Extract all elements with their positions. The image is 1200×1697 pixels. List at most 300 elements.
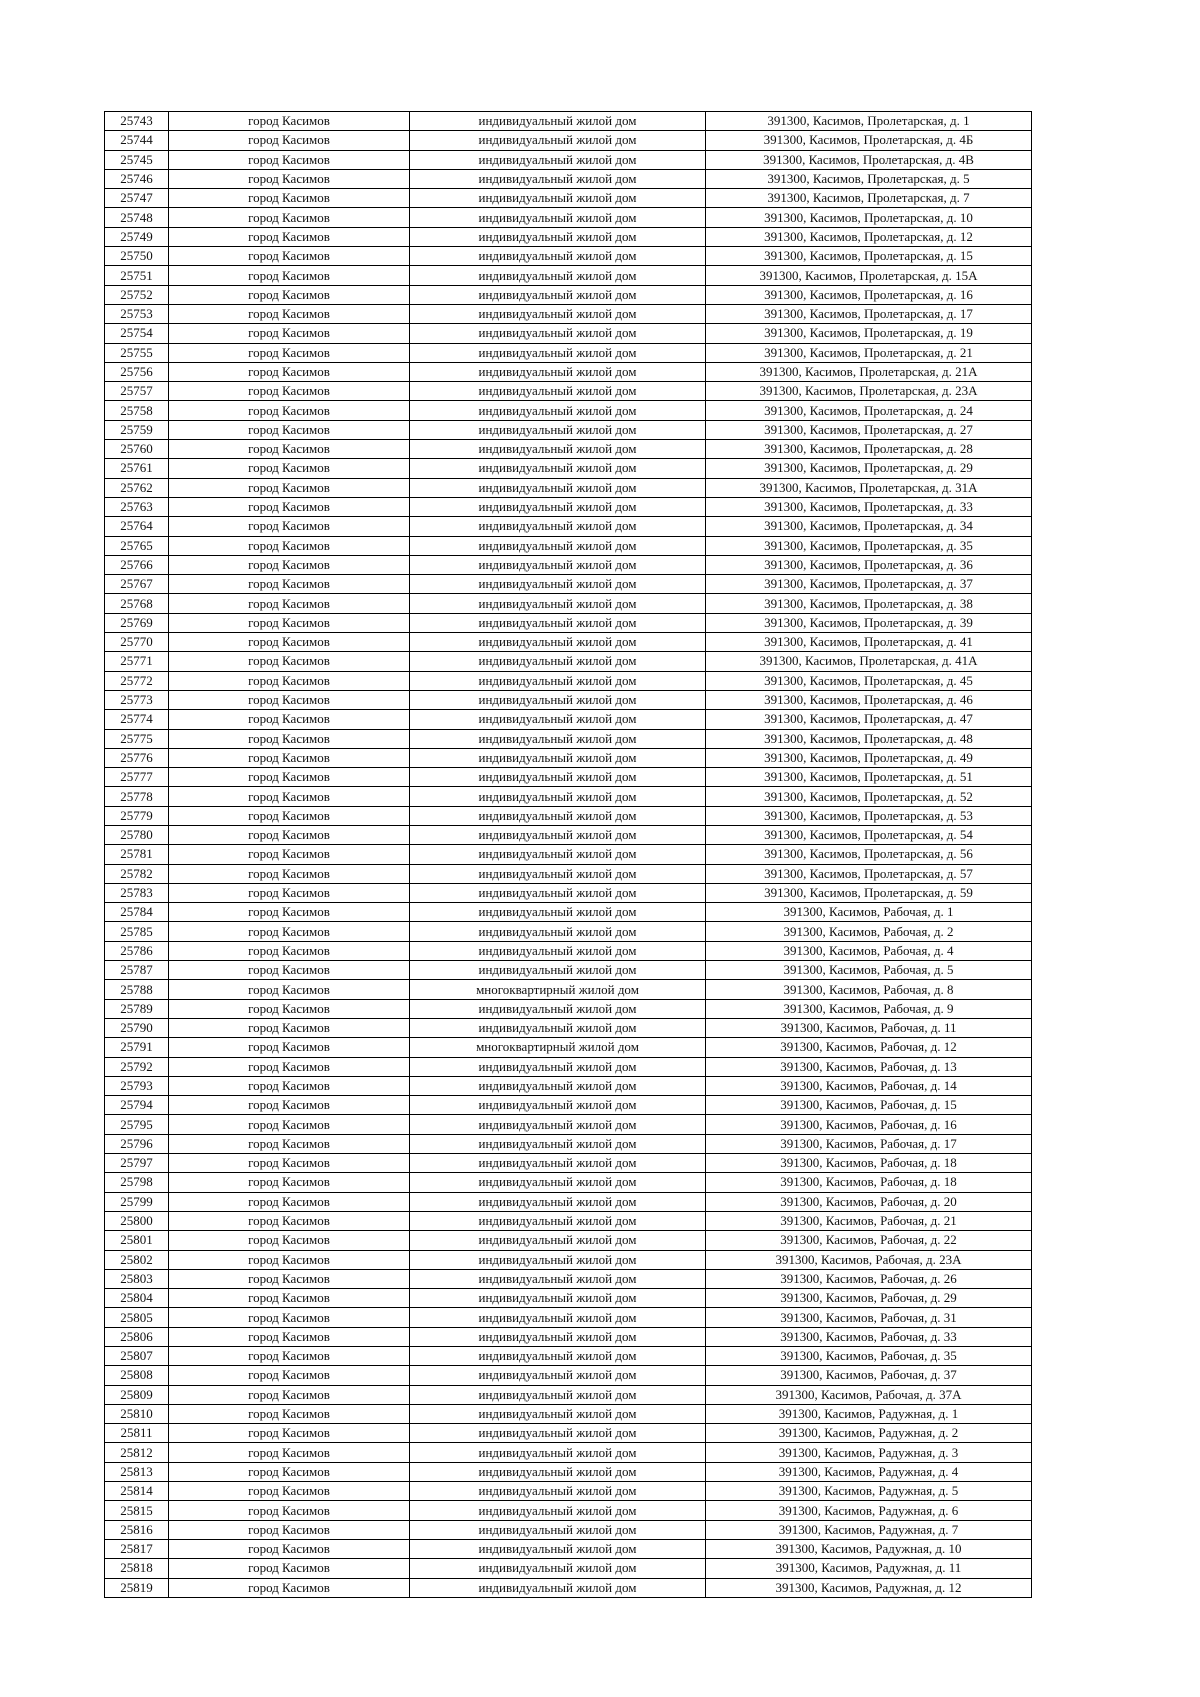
table-row [105, 247, 1032, 266]
row-building-type-cell: индивидуальный жилой дом [410, 999, 706, 1018]
row-building-type-cell: индивидуальный жилой дом [410, 1404, 706, 1423]
row-id-cell: 25778 [105, 787, 169, 806]
row-id-cell: 25751 [105, 266, 169, 285]
row-address-cell: 391300, Касимов, Пролетарская, д. 21А [706, 362, 1032, 381]
row-id-cell: 25818 [105, 1559, 169, 1578]
row-building-type-cell: индивидуальный жилой дом [410, 961, 706, 980]
row-locality-cell: город Касимов [169, 1462, 410, 1481]
row-address-cell: 391300, Касимов, Рабочая, д. 18 [706, 1173, 1032, 1192]
row-address-cell: 391300, Касимов, Пролетарская, д. 10 [706, 208, 1032, 227]
row-building-type-cell: индивидуальный жилой дом [410, 748, 706, 767]
table-row [105, 478, 1032, 497]
table-row [105, 1250, 1032, 1269]
table-row [105, 1289, 1032, 1308]
row-locality-cell: город Касимов [169, 1327, 410, 1346]
row-address-cell: 391300, Касимов, Пролетарская, д. 38 [706, 594, 1032, 613]
row-address-cell: 391300, Касимов, Радужная, д. 2 [706, 1424, 1032, 1443]
row-building-type-cell: индивидуальный жилой дом [410, 941, 706, 960]
table-row [105, 864, 1032, 883]
table-row [105, 1462, 1032, 1481]
row-locality-cell: город Касимов [169, 768, 410, 787]
row-id-cell: 25760 [105, 440, 169, 459]
table-row [105, 633, 1032, 652]
row-locality-cell: город Касимов [169, 382, 410, 401]
row-locality-cell: город Касимов [169, 652, 410, 671]
row-locality-cell: город Касимов [169, 208, 410, 227]
table-row [105, 343, 1032, 362]
row-locality-cell: город Касимов [169, 806, 410, 825]
row-building-type-cell: индивидуальный жилой дом [410, 1134, 706, 1153]
row-locality-cell: город Касимов [169, 690, 410, 709]
row-building-type-cell: индивидуальный жилой дом [410, 1269, 706, 1288]
table-row [105, 459, 1032, 478]
table-row [105, 150, 1032, 169]
row-locality-cell: город Касимов [169, 304, 410, 323]
table-row [105, 1038, 1032, 1057]
row-id-cell: 25755 [105, 343, 169, 362]
row-locality-cell: город Касимов [169, 1076, 410, 1095]
row-locality-cell: город Касимов [169, 1057, 410, 1076]
row-id-cell: 25762 [105, 478, 169, 497]
row-building-type-cell: индивидуальный жилой дом [410, 806, 706, 825]
row-building-type-cell: индивидуальный жилой дом [410, 324, 706, 343]
row-address-cell: 391300, Касимов, Рабочая, д. 8 [706, 980, 1032, 999]
row-locality-cell: город Касимов [169, 1366, 410, 1385]
row-building-type-cell: индивидуальный жилой дом [410, 575, 706, 594]
row-id-cell: 25768 [105, 594, 169, 613]
row-building-type-cell: индивидуальный жилой дом [410, 594, 706, 613]
table-row [105, 1578, 1032, 1597]
table-row [105, 1366, 1032, 1385]
row-locality-cell: город Касимов [169, 285, 410, 304]
row-id-cell: 25750 [105, 247, 169, 266]
row-id-cell: 25775 [105, 729, 169, 748]
row-building-type-cell: индивидуальный жилой дом [410, 227, 706, 246]
table-row [105, 362, 1032, 381]
row-id-cell: 25816 [105, 1520, 169, 1539]
row-building-type-cell: индивидуальный жилой дом [410, 1462, 706, 1481]
row-id-cell: 25780 [105, 825, 169, 844]
row-address-cell: 391300, Касимов, Пролетарская, д. 52 [706, 787, 1032, 806]
row-address-cell: 391300, Касимов, Пролетарская, д. 7 [706, 189, 1032, 208]
row-building-type-cell: индивидуальный жилой дом [410, 1018, 706, 1037]
row-address-cell: 391300, Касимов, Пролетарская, д. 29 [706, 459, 1032, 478]
row-id-cell: 25795 [105, 1115, 169, 1134]
row-locality-cell: город Касимов [169, 941, 410, 960]
table-row [105, 768, 1032, 787]
row-id-cell: 25759 [105, 420, 169, 439]
row-locality-cell: город Касимов [169, 594, 410, 613]
row-locality-cell: город Касимов [169, 1096, 410, 1115]
row-building-type-cell: индивидуальный жилой дом [410, 652, 706, 671]
row-locality-cell: город Касимов [169, 1559, 410, 1578]
row-id-cell: 25745 [105, 150, 169, 169]
row-locality-cell: город Касимов [169, 1404, 410, 1423]
row-address-cell: 391300, Касимов, Пролетарская, д. 24 [706, 401, 1032, 420]
row-locality-cell: город Касимов [169, 710, 410, 729]
row-id-cell: 25817 [105, 1539, 169, 1558]
row-address-cell: 391300, Касимов, Радужная, д. 10 [706, 1539, 1032, 1558]
row-address-cell: 391300, Касимов, Пролетарская, д. 41 [706, 633, 1032, 652]
table-row [105, 671, 1032, 690]
row-address-cell: 391300, Касимов, Рабочая, д. 37А [706, 1385, 1032, 1404]
row-address-cell: 391300, Касимов, Рабочая, д. 12 [706, 1038, 1032, 1057]
row-building-type-cell: индивидуальный жилой дом [410, 1096, 706, 1115]
table-row [105, 1211, 1032, 1230]
row-building-type-cell: индивидуальный жилой дом [410, 420, 706, 439]
row-address-cell: 391300, Касимов, Пролетарская, д. 31А [706, 478, 1032, 497]
row-id-cell: 25819 [105, 1578, 169, 1597]
table-row [105, 883, 1032, 902]
row-building-type-cell: индивидуальный жилой дом [410, 1539, 706, 1558]
table-row [105, 1520, 1032, 1539]
row-locality-cell: город Касимов [169, 131, 410, 150]
row-id-cell: 25767 [105, 575, 169, 594]
row-id-cell: 25757 [105, 382, 169, 401]
row-locality-cell: город Касимов [169, 729, 410, 748]
row-address-cell: 391300, Касимов, Радужная, д. 3 [706, 1443, 1032, 1462]
table-row [105, 690, 1032, 709]
row-locality-cell: город Касимов [169, 1539, 410, 1558]
table-row [105, 536, 1032, 555]
row-id-cell: 25746 [105, 169, 169, 188]
row-id-cell: 25776 [105, 748, 169, 767]
row-building-type-cell: индивидуальный жилой дом [410, 1289, 706, 1308]
row-address-cell: 391300, Касимов, Пролетарская, д. 35 [706, 536, 1032, 555]
table-row [105, 1076, 1032, 1095]
row-locality-cell: город Касимов [169, 420, 410, 439]
row-building-type-cell: индивидуальный жилой дом [410, 1385, 706, 1404]
row-address-cell: 391300, Касимов, Рабочая, д. 16 [706, 1115, 1032, 1134]
table-row [105, 1501, 1032, 1520]
row-id-cell: 25777 [105, 768, 169, 787]
row-locality-cell: город Касимов [169, 980, 410, 999]
row-building-type-cell: индивидуальный жилой дом [410, 382, 706, 401]
row-building-type-cell: индивидуальный жилой дом [410, 1231, 706, 1250]
row-address-cell: 391300, Касимов, Пролетарская, д. 12 [706, 227, 1032, 246]
row-address-cell: 391300, Касимов, Рабочая, д. 20 [706, 1192, 1032, 1211]
row-address-cell: 391300, Касимов, Радужная, д. 11 [706, 1559, 1032, 1578]
register-table [104, 111, 1032, 1598]
row-address-cell: 391300, Касимов, Рабочая, д. 31 [706, 1308, 1032, 1327]
row-building-type-cell: индивидуальный жилой дом [410, 922, 706, 941]
row-building-type-cell: индивидуальный жилой дом [410, 1154, 706, 1173]
row-address-cell: 391300, Касимов, Пролетарская, д. 39 [706, 613, 1032, 632]
row-id-cell: 25815 [105, 1501, 169, 1520]
row-address-cell: 391300, Касимов, Пролетарская, д. 28 [706, 440, 1032, 459]
row-address-cell: 391300, Касимов, Пролетарская, д. 41А [706, 652, 1032, 671]
row-locality-cell: город Касимов [169, 478, 410, 497]
table-row [105, 131, 1032, 150]
row-building-type-cell: индивидуальный жилой дом [410, 1520, 706, 1539]
row-locality-cell: город Касимов [169, 1038, 410, 1057]
table-row [105, 1424, 1032, 1443]
row-address-cell: 391300, Касимов, Рабочая, д. 18 [706, 1154, 1032, 1173]
row-locality-cell: город Касимов [169, 536, 410, 555]
row-locality-cell: город Касимов [169, 324, 410, 343]
row-building-type-cell: индивидуальный жилой дом [410, 1076, 706, 1095]
row-building-type-cell: индивидуальный жилой дом [410, 1115, 706, 1134]
row-building-type-cell: индивидуальный жилой дом [410, 1366, 706, 1385]
row-id-cell: 25748 [105, 208, 169, 227]
row-building-type-cell: индивидуальный жилой дом [410, 671, 706, 690]
table-row [105, 169, 1032, 188]
row-building-type-cell: индивидуальный жилой дом [410, 1559, 706, 1578]
row-building-type-cell: индивидуальный жилой дом [410, 1578, 706, 1597]
row-address-cell: 391300, Касимов, Рабочая, д. 23А [706, 1250, 1032, 1269]
row-building-type-cell: индивидуальный жилой дом [410, 112, 706, 131]
table-row [105, 1231, 1032, 1250]
row-address-cell: 391300, Касимов, Рабочая, д. 9 [706, 999, 1032, 1018]
row-locality-cell: город Касимов [169, 247, 410, 266]
row-locality-cell: город Касимов [169, 401, 410, 420]
row-id-cell: 25790 [105, 1018, 169, 1037]
row-id-cell: 25796 [105, 1134, 169, 1153]
table-row [105, 1173, 1032, 1192]
table-row [105, 1539, 1032, 1558]
row-locality-cell: город Касимов [169, 1347, 410, 1366]
row-address-cell: 391300, Касимов, Пролетарская, д. 54 [706, 825, 1032, 844]
table-row [105, 555, 1032, 574]
row-building-type-cell: индивидуальный жилой дом [410, 1424, 706, 1443]
row-locality-cell: город Касимов [169, 1269, 410, 1288]
row-address-cell: 391300, Касимов, Рабочая, д. 14 [706, 1076, 1032, 1095]
row-id-cell: 25782 [105, 864, 169, 883]
row-id-cell: 25810 [105, 1404, 169, 1423]
row-address-cell: 391300, Касимов, Пролетарская, д. 47 [706, 710, 1032, 729]
row-locality-cell: город Касимов [169, 864, 410, 883]
row-id-cell: 25763 [105, 497, 169, 516]
table-row [105, 517, 1032, 536]
row-address-cell: 391300, Касимов, Рабочая, д. 22 [706, 1231, 1032, 1250]
row-address-cell: 391300, Касимов, Пролетарская, д. 27 [706, 420, 1032, 439]
row-locality-cell: город Касимов [169, 112, 410, 131]
row-id-cell: 25804 [105, 1289, 169, 1308]
row-id-cell: 25752 [105, 285, 169, 304]
row-address-cell: 391300, Касимов, Пролетарская, д. 5 [706, 169, 1032, 188]
row-address-cell: 391300, Касимов, Пролетарская, д. 4Б [706, 131, 1032, 150]
row-address-cell: 391300, Касимов, Пролетарская, д. 49 [706, 748, 1032, 767]
table-row [105, 401, 1032, 420]
row-locality-cell: город Касимов [169, 961, 410, 980]
row-id-cell: 25811 [105, 1424, 169, 1443]
row-locality-cell: город Касимов [169, 440, 410, 459]
row-locality-cell: город Касимов [169, 1578, 410, 1597]
row-locality-cell: город Касимов [169, 517, 410, 536]
table-row [105, 1115, 1032, 1134]
table-row [105, 1327, 1032, 1346]
row-id-cell: 25744 [105, 131, 169, 150]
row-id-cell: 25758 [105, 401, 169, 420]
row-address-cell: 391300, Касимов, Рабочая, д. 4 [706, 941, 1032, 960]
row-address-cell: 391300, Касимов, Пролетарская, д. 51 [706, 768, 1032, 787]
row-address-cell: 391300, Касимов, Радужная, д. 4 [706, 1462, 1032, 1481]
row-id-cell: 25797 [105, 1154, 169, 1173]
table-row [105, 1482, 1032, 1501]
row-address-cell: 391300, Касимов, Рабочая, д. 1 [706, 903, 1032, 922]
row-locality-cell: город Касимов [169, 1520, 410, 1539]
table-row [105, 575, 1032, 594]
row-locality-cell: город Касимов [169, 1173, 410, 1192]
table-row [105, 748, 1032, 767]
row-locality-cell: город Касимов [169, 1289, 410, 1308]
row-locality-cell: город Касимов [169, 903, 410, 922]
row-building-type-cell: индивидуальный жилой дом [410, 903, 706, 922]
row-building-type-cell: индивидуальный жилой дом [410, 304, 706, 323]
table-row [105, 285, 1032, 304]
table-row [105, 420, 1032, 439]
row-address-cell: 391300, Касимов, Пролетарская, д. 36 [706, 555, 1032, 574]
row-id-cell: 25769 [105, 613, 169, 632]
row-locality-cell: город Касимов [169, 922, 410, 941]
row-address-cell: 391300, Касимов, Радужная, д. 1 [706, 1404, 1032, 1423]
row-locality-cell: город Касимов [169, 189, 410, 208]
table-row [105, 787, 1032, 806]
row-address-cell: 391300, Касимов, Рабочая, д. 29 [706, 1289, 1032, 1308]
row-locality-cell: город Касимов [169, 1134, 410, 1153]
row-locality-cell: город Касимов [169, 845, 410, 864]
row-id-cell: 25779 [105, 806, 169, 825]
row-building-type-cell: индивидуальный жилой дом [410, 883, 706, 902]
row-locality-cell: город Касимов [169, 825, 410, 844]
table-row [105, 961, 1032, 980]
row-locality-cell: город Касимов [169, 1501, 410, 1520]
row-address-cell: 391300, Касимов, Рабочая, д. 11 [706, 1018, 1032, 1037]
row-id-cell: 25808 [105, 1366, 169, 1385]
row-building-type-cell: индивидуальный жилой дом [410, 1211, 706, 1230]
row-locality-cell: город Касимов [169, 1443, 410, 1462]
table-row [105, 324, 1032, 343]
row-id-cell: 25805 [105, 1308, 169, 1327]
row-locality-cell: город Касимов [169, 633, 410, 652]
row-building-type-cell: индивидуальный жилой дом [410, 768, 706, 787]
row-building-type-cell: индивидуальный жилой дом [410, 150, 706, 169]
row-building-type-cell: индивидуальный жилой дом [410, 1482, 706, 1501]
row-locality-cell: город Касимов [169, 883, 410, 902]
row-building-type-cell: индивидуальный жилой дом [410, 1501, 706, 1520]
row-building-type-cell: индивидуальный жилой дом [410, 825, 706, 844]
table-row [105, 980, 1032, 999]
table-row [105, 613, 1032, 632]
table-row [105, 1404, 1032, 1423]
row-id-cell: 25781 [105, 845, 169, 864]
row-id-cell: 25764 [105, 517, 169, 536]
table-row [105, 941, 1032, 960]
row-building-type-cell: индивидуальный жилой дом [410, 440, 706, 459]
row-id-cell: 25766 [105, 555, 169, 574]
table-row [105, 266, 1032, 285]
table-row [105, 729, 1032, 748]
row-address-cell: 391300, Касимов, Радужная, д. 6 [706, 1501, 1032, 1520]
register-table-body [105, 112, 1032, 1598]
row-address-cell: 391300, Касимов, Радужная, д. 7 [706, 1520, 1032, 1539]
row-address-cell: 391300, Касимов, Рабочая, д. 37 [706, 1366, 1032, 1385]
row-building-type-cell: индивидуальный жилой дом [410, 555, 706, 574]
row-address-cell: 391300, Касимов, Пролетарская, д. 23А [706, 382, 1032, 401]
row-address-cell: 391300, Касимов, Рабочая, д. 35 [706, 1347, 1032, 1366]
row-id-cell: 25806 [105, 1327, 169, 1346]
row-id-cell: 25774 [105, 710, 169, 729]
row-building-type-cell: многоквартирный жилой дом [410, 980, 706, 999]
row-id-cell: 25802 [105, 1250, 169, 1269]
row-locality-cell: город Касимов [169, 1385, 410, 1404]
table-row [105, 208, 1032, 227]
row-address-cell: 391300, Касимов, Пролетарская, д. 48 [706, 729, 1032, 748]
row-address-cell: 391300, Касимов, Пролетарская, д. 15А [706, 266, 1032, 285]
row-building-type-cell: индивидуальный жилой дом [410, 1308, 706, 1327]
row-building-type-cell: индивидуальный жилой дом [410, 131, 706, 150]
table-row [105, 594, 1032, 613]
table-row [105, 1385, 1032, 1404]
row-building-type-cell: индивидуальный жилой дом [410, 343, 706, 362]
row-id-cell: 25801 [105, 1231, 169, 1250]
table-row [105, 1057, 1032, 1076]
row-building-type-cell: индивидуальный жилой дом [410, 633, 706, 652]
row-address-cell: 391300, Касимов, Рабочая, д. 2 [706, 922, 1032, 941]
row-building-type-cell: индивидуальный жилой дом [410, 613, 706, 632]
row-building-type-cell: индивидуальный жилой дом [410, 1443, 706, 1462]
row-locality-cell: город Касимов [169, 748, 410, 767]
row-id-cell: 25800 [105, 1211, 169, 1230]
row-id-cell: 25786 [105, 941, 169, 960]
row-id-cell: 25794 [105, 1096, 169, 1115]
row-id-cell: 25787 [105, 961, 169, 980]
row-building-type-cell: индивидуальный жилой дом [410, 690, 706, 709]
row-locality-cell: город Касимов [169, 575, 410, 594]
row-address-cell: 391300, Касимов, Рабочая, д. 21 [706, 1211, 1032, 1230]
row-id-cell: 25753 [105, 304, 169, 323]
row-address-cell: 391300, Касимов, Пролетарская, д. 33 [706, 497, 1032, 516]
row-address-cell: 391300, Касимов, Радужная, д. 5 [706, 1482, 1032, 1501]
row-building-type-cell: индивидуальный жилой дом [410, 536, 706, 555]
row-id-cell: 25789 [105, 999, 169, 1018]
row-id-cell: 25761 [105, 459, 169, 478]
table-row [105, 304, 1032, 323]
row-building-type-cell: многоквартирный жилой дом [410, 1038, 706, 1057]
row-address-cell: 391300, Касимов, Пролетарская, д. 45 [706, 671, 1032, 690]
row-locality-cell: город Касимов [169, 1231, 410, 1250]
table-row [105, 806, 1032, 825]
row-id-cell: 25798 [105, 1173, 169, 1192]
row-id-cell: 25783 [105, 883, 169, 902]
row-address-cell: 391300, Касимов, Пролетарская, д. 57 [706, 864, 1032, 883]
row-building-type-cell: индивидуальный жилой дом [410, 710, 706, 729]
row-locality-cell: город Касимов [169, 1308, 410, 1327]
row-id-cell: 25788 [105, 980, 169, 999]
row-address-cell: 391300, Касимов, Пролетарская, д. 17 [706, 304, 1032, 323]
row-address-cell: 391300, Касимов, Рабочая, д. 33 [706, 1327, 1032, 1346]
row-locality-cell: город Касимов [169, 671, 410, 690]
row-locality-cell: город Касимов [169, 227, 410, 246]
table-row [105, 845, 1032, 864]
row-building-type-cell: индивидуальный жилой дом [410, 1250, 706, 1269]
row-locality-cell: город Касимов [169, 787, 410, 806]
table-row [105, 710, 1032, 729]
row-address-cell: 391300, Касимов, Пролетарская, д. 19 [706, 324, 1032, 343]
row-building-type-cell: индивидуальный жилой дом [410, 362, 706, 381]
table-row [105, 440, 1032, 459]
row-building-type-cell: индивидуальный жилой дом [410, 478, 706, 497]
row-building-type-cell: индивидуальный жилой дом [410, 1192, 706, 1211]
row-building-type-cell: индивидуальный жилой дом [410, 285, 706, 304]
row-building-type-cell: индивидуальный жилой дом [410, 1327, 706, 1346]
table-row [105, 1192, 1032, 1211]
table-row [105, 1018, 1032, 1037]
row-id-cell: 25792 [105, 1057, 169, 1076]
table-row [105, 1559, 1032, 1578]
table-row [105, 1347, 1032, 1366]
row-building-type-cell: индивидуальный жилой дом [410, 189, 706, 208]
